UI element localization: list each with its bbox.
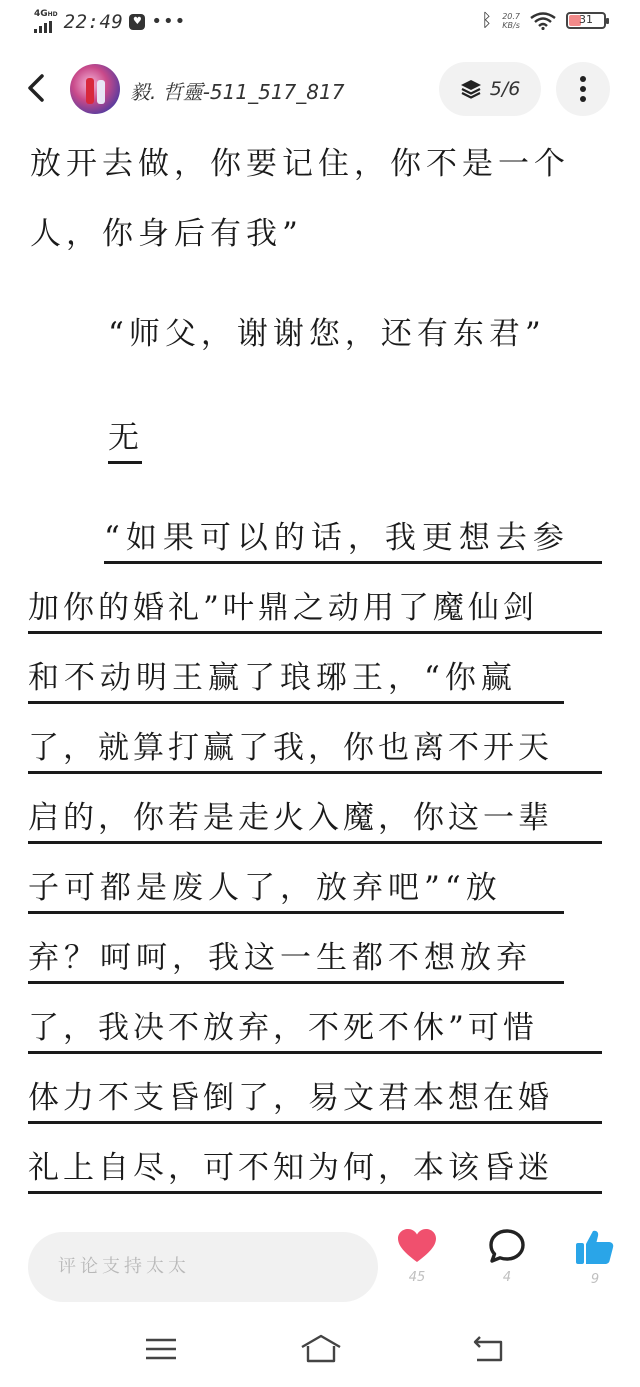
system-nav-bar [0, 1312, 640, 1387]
top-bar [0, 58, 640, 120]
comment-bubble-icon [488, 1228, 526, 1264]
article-body [0, 120, 640, 1212]
text-line: 了，就算打赢了我，你也离不开天 [28, 722, 602, 774]
network-speed [502, 12, 520, 30]
status-left [34, 10, 186, 33]
status-bar [0, 0, 640, 48]
notification-app-icon: ♥ [129, 14, 145, 30]
like-button[interactable] [392, 1228, 442, 1285]
text-line: 礼上自尽，可不知为何，本该昏迷 [28, 1142, 602, 1194]
layers-icon [460, 78, 482, 100]
bluetooth-icon: ᛒ [481, 10, 493, 31]
thumb-up-icon [575, 1228, 615, 1266]
more-notifications-icon: ••• [151, 11, 187, 32]
menu-icon[interactable] [141, 1332, 181, 1366]
text-line: 了，我决不放弃，不死不休”可惜 [28, 1002, 602, 1054]
thumb-count: 9 [590, 1272, 600, 1287]
network-indicator [34, 10, 58, 33]
more-vertical-icon [580, 76, 586, 82]
comment-count: 4 [502, 1270, 512, 1285]
battery-level: 31 [579, 13, 593, 26]
like-count: 45 [408, 1270, 426, 1285]
signal-icon [34, 21, 58, 33]
network-speed-value: 20.7 [502, 11, 520, 21]
text-line: 子可都是废人了，放弃吧”“放 [28, 862, 564, 914]
comment-button[interactable] [482, 1228, 532, 1285]
text-line: 人，你身后有我” [30, 216, 303, 252]
text-line: 无 [108, 412, 142, 464]
page-indicator: 5/6 [489, 78, 521, 100]
text-line: “师父，谢谢您，还有东君” [108, 316, 546, 352]
network-hd: HD [47, 11, 58, 18]
home-icon[interactable] [299, 1332, 343, 1366]
clock: 22:49 [63, 10, 124, 33]
back-arrow-icon[interactable] [22, 70, 52, 106]
text-line: 启的，你若是走火入魔，你这一辈 [28, 792, 602, 844]
author-name[interactable]: 毅. 哲靈-511_517_817 [130, 80, 345, 104]
page-indicator-button[interactable] [439, 62, 541, 116]
action-bar [0, 1212, 640, 1312]
status-right [481, 10, 606, 31]
comment-input[interactable]: 评论支持太太 [28, 1232, 378, 1302]
return-icon[interactable] [468, 1332, 508, 1366]
text-line: 放开去做，你要记住，你不是一个 [30, 146, 570, 182]
heart-icon [397, 1228, 437, 1264]
text-line: 加你的婚礼”叶鼎之动用了魔仙剑 [28, 582, 602, 634]
more-options-button[interactable] [556, 62, 610, 116]
text-line: 和不动明王赢了琅琊王，“你赢 [28, 652, 564, 704]
wifi-icon [530, 12, 556, 30]
network-speed-unit: KB/s [502, 20, 520, 30]
thumb-up-button[interactable] [570, 1228, 620, 1287]
text-line: 弃？呵呵，我这一生都不想放弃 [28, 932, 564, 984]
battery-icon [566, 12, 606, 29]
network-type: 4G [34, 9, 48, 19]
text-line: “如果可以的话，我更想去参 [104, 512, 602, 564]
text-line: 体力不支昏倒了，易文君本想在婚 [28, 1072, 602, 1124]
author-avatar[interactable] [70, 64, 120, 114]
